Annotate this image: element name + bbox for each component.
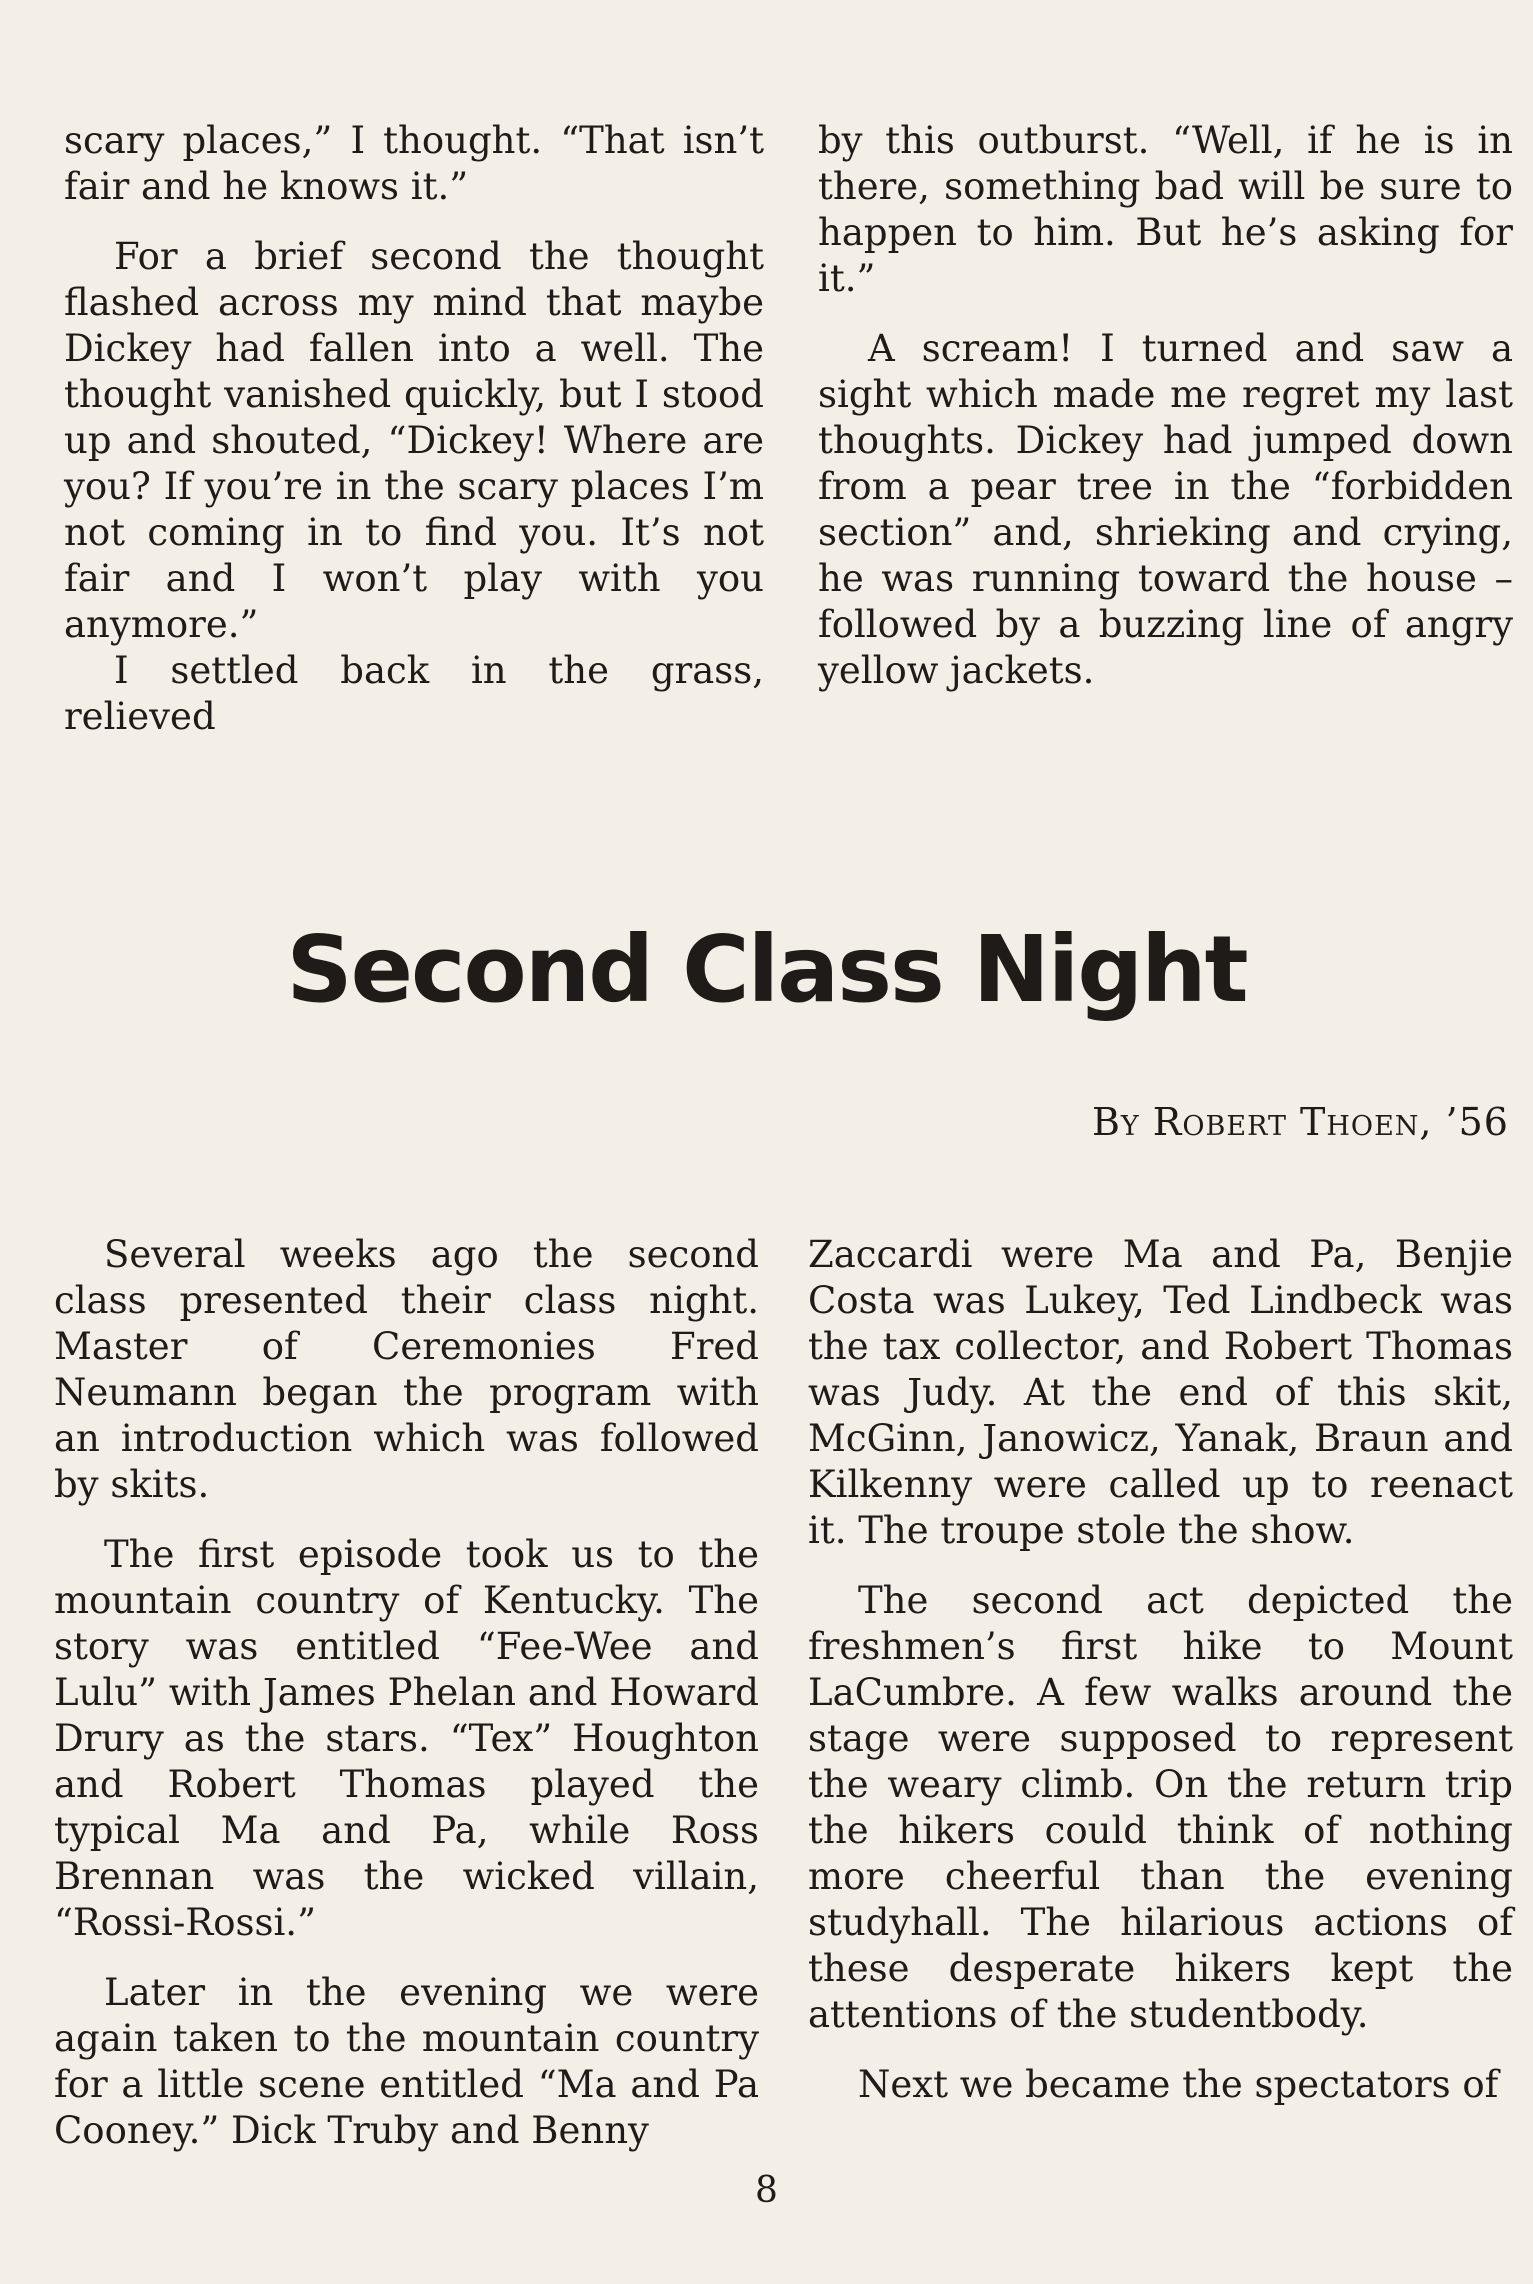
previous-story-right-column [818, 118, 1513, 718]
paragraph: Several weeks ago the second class presented their class night. Master of Ceremonies Fred Neumann began the program with an introduction which was followed by skits. [54, 1233, 759, 1506]
paragraph: scary places,” I thought. “That isn’t fair and he knows it.” [64, 119, 764, 208]
paragraph: Later in the evening we were again taken to the mountain country for a little scene entitled “Ma and Pa Cooney.” Dick Truby and Benny [54, 1971, 759, 2152]
paragraph: by this outburst. “Well, if he is in there, something bad will be sure to happen to him. But he’s asking for it.” [818, 119, 1513, 300]
paragraph: A scream! I turned and saw a sight which made me regret my last thoughts. Dickey had jumped down from a pear tree in the “forbidden section” and, shrieking and crying, he was running toward the house – followed by a buzzing line of angry yellow jackets. [818, 327, 1513, 692]
article-left-column [54, 1232, 759, 2178]
article-title: Second Class Night [286, 916, 1247, 1023]
paragraph: Zaccardi were Ma and Pa, Benjie Costa was Lukey, Ted Lindbeck was the tax collector, and Robert Thomas was Judy. At the end of this skit, McGinn, Janowicz, Yanak, Braun and Kilkenny were called up to reenact it. The troupe stole the show. [808, 1233, 1513, 1552]
paragraph: The second act depicted the freshmen’s first hike to Mount LaCumbre. A few walks around the stage were supposed to represent the weary climb. On the return trip the hikers could think of nothing more cheerful than the evening studyhall. The hilarious actions of these desperate hikers kept the attentions of the studentbody. [808, 1579, 1513, 2036]
article-byline: By Robert Thoen, ’56 [1091, 1100, 1509, 1144]
page-number: 8 [755, 2170, 778, 2211]
paragraph: I settled back in the grass, relieved [64, 649, 764, 738]
paragraph: For a brief second the thought flashed across my mind that maybe Dickey had fallen into a well. The thought vanished quickly, but I stood up and shouted, “Dickey! Where are you? If you’re in the scary places I’m not coming in to find you. It’s not fair and I won’t play with you anymore.” [64, 235, 764, 646]
article-right-column [808, 1232, 1513, 2132]
previous-story-left-column [64, 118, 764, 764]
paragraph: Next we became the spectators of [858, 2063, 1499, 2106]
paragraph: The first episode took us to the mountain country of Kentucky. The story was entitled “Fee-Wee and Lulu” with James Phelan and Howard Drury as the stars. “Tex” Houghton and Robert Thomas played the typical Ma and Pa, while Ross Brennan was the wicked villain, “Rossi-Rossi.” [54, 1533, 759, 1944]
